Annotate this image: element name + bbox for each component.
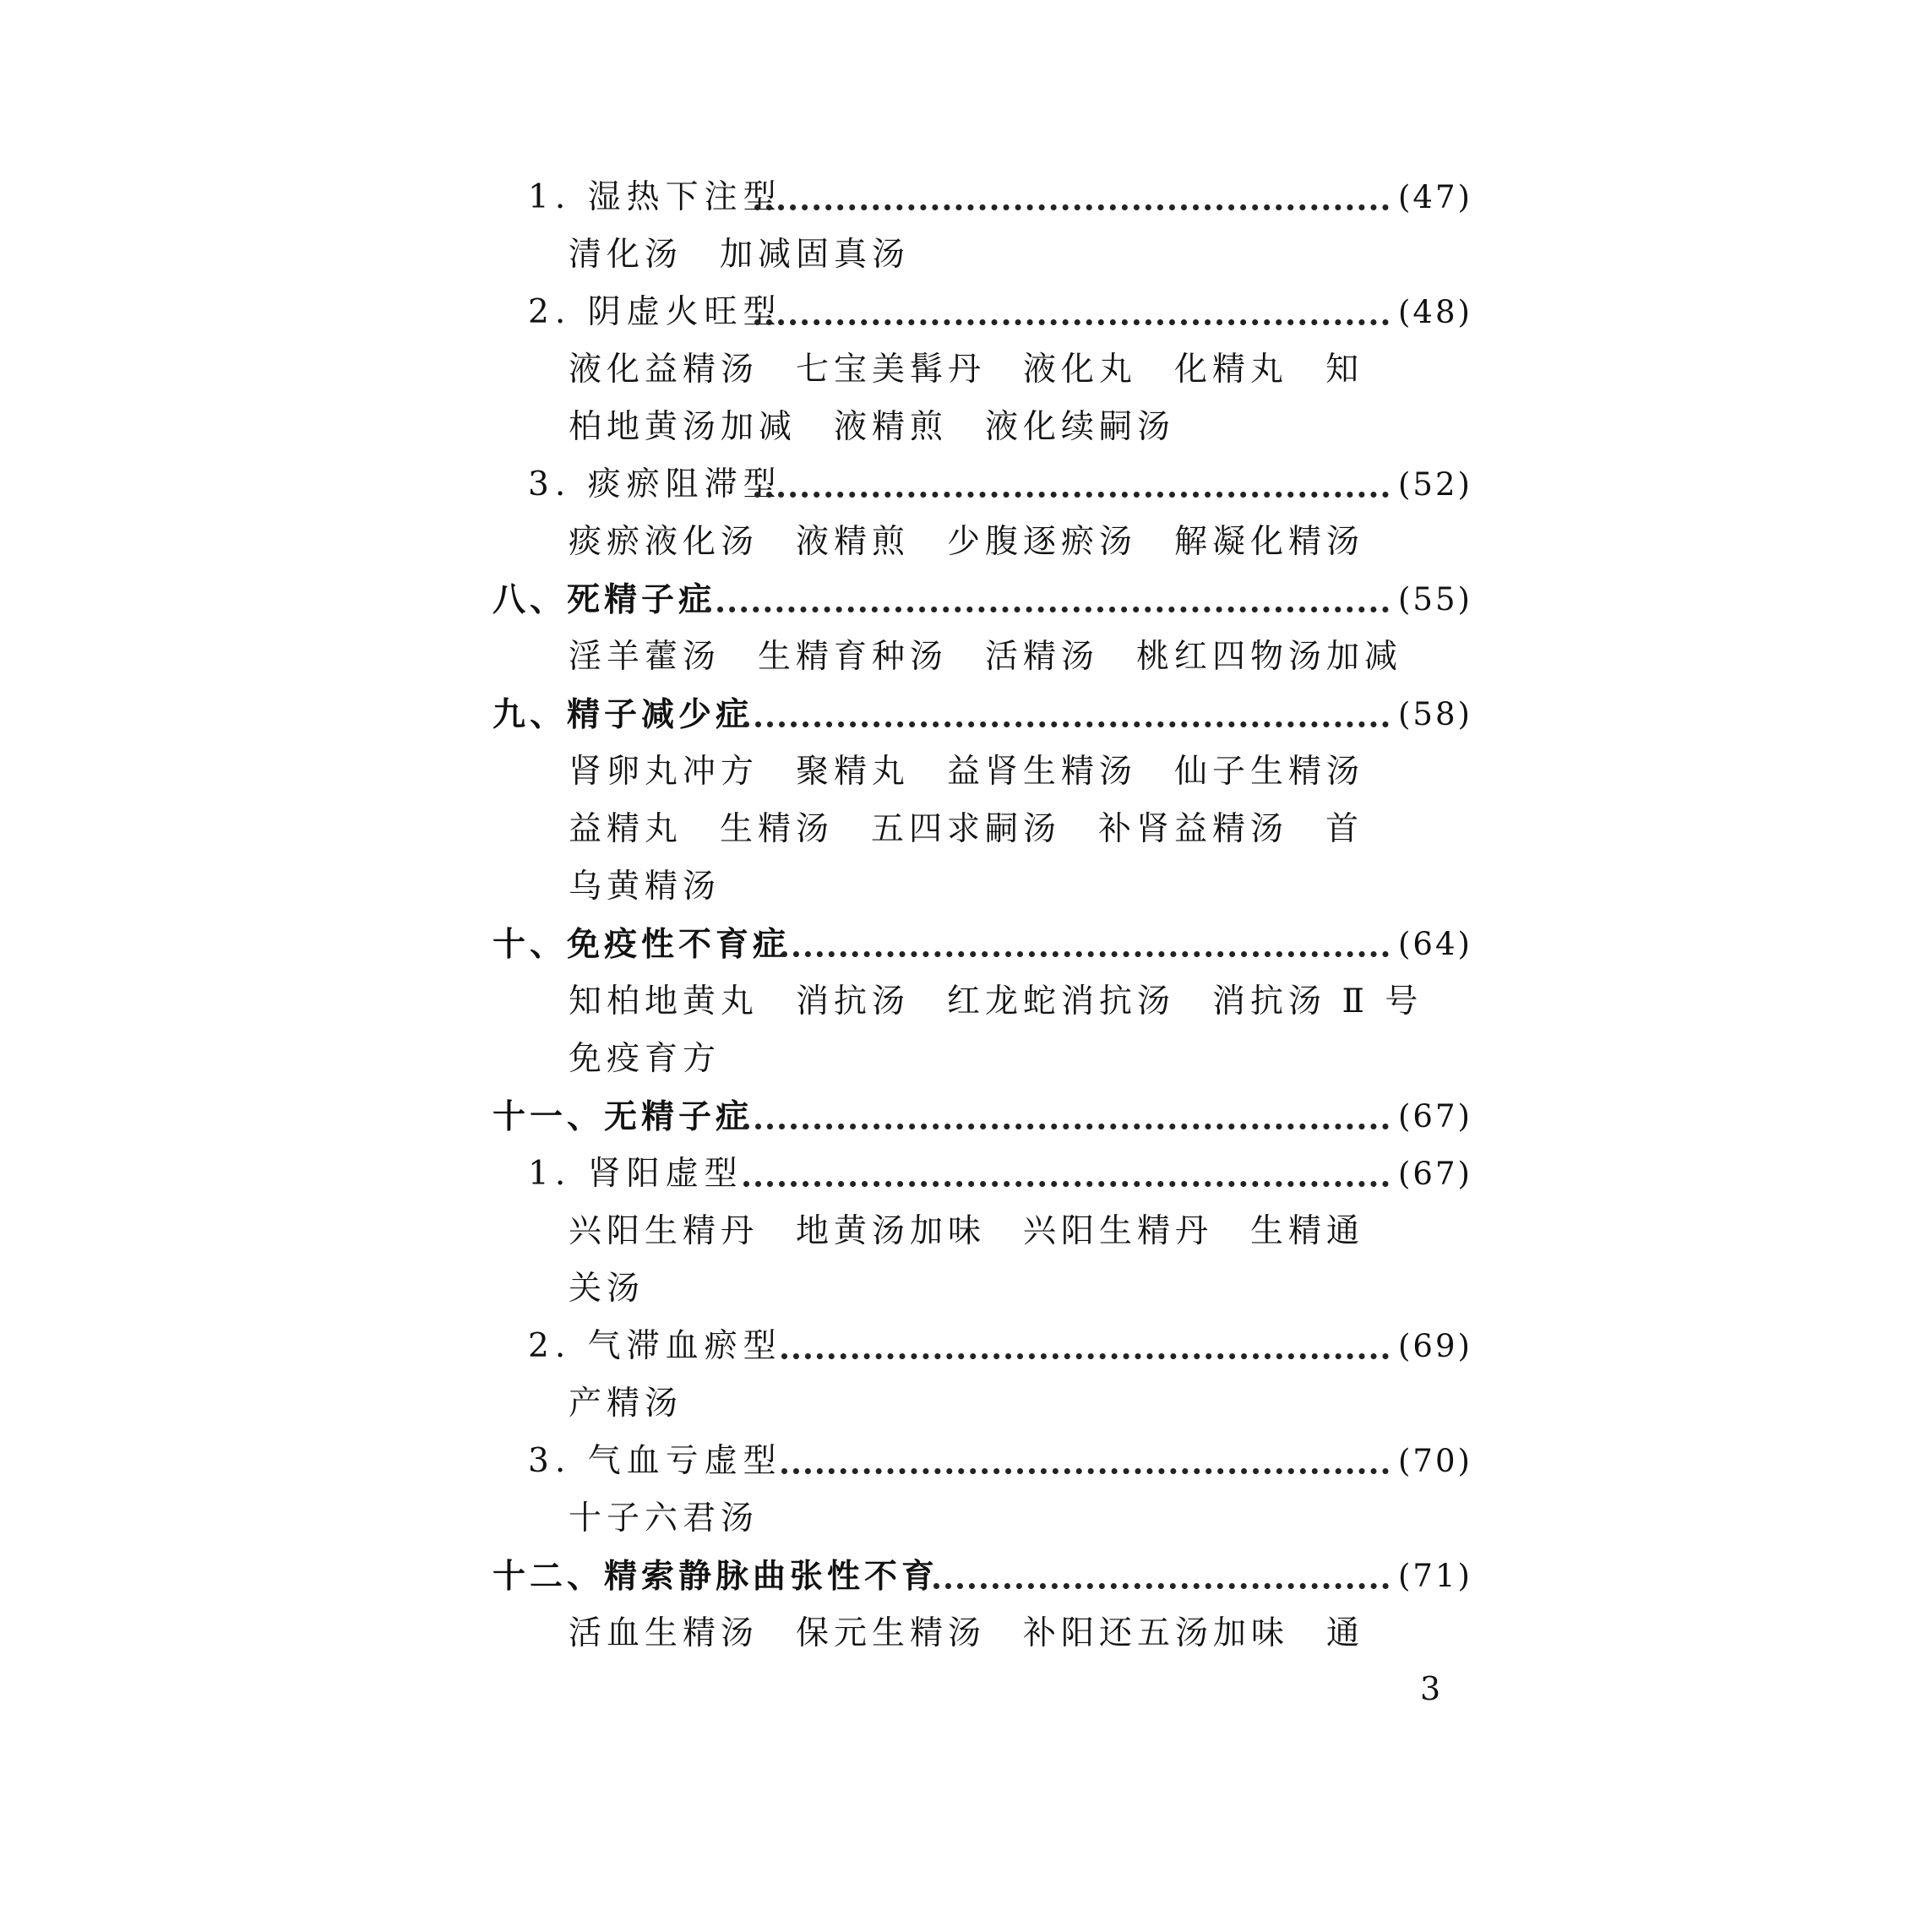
toc-entry-page: (67)	[1398, 1156, 1472, 1192]
formula-line	[569, 341, 1401, 399]
formula: 化精丸	[1174, 351, 1289, 389]
formula: 液精煎	[834, 408, 949, 446]
toc-entry-title: 1. 湿热下注型	[528, 178, 782, 216]
toc-entry-page: (69)	[1398, 1328, 1472, 1364]
toc-entry	[0, 916, 1932, 973]
toc-entry-page: (71)	[1398, 1558, 1472, 1594]
toc-entry-page: (47)	[1398, 179, 1472, 215]
dot-leader	[754, 319, 1389, 325]
toc-entry	[0, 1088, 1932, 1146]
formula-line	[569, 399, 1212, 456]
toc-entry	[0, 571, 1932, 629]
formula: 知柏地黄丸	[569, 982, 759, 1020]
formula: 地黄汤加味	[796, 1212, 987, 1250]
formula: 清化汤	[569, 236, 683, 274]
toc-entry-title: 九、精子减少症	[493, 695, 754, 734]
formula: 补阳还五汤加味	[1023, 1614, 1290, 1652]
formula: 解凝化精汤	[1174, 523, 1365, 561]
formula: 加减固真汤	[720, 236, 911, 274]
formula-line	[569, 1375, 720, 1433]
formula: 益精丸	[569, 810, 683, 848]
toc-entry	[0, 284, 1932, 341]
toc-entry-title: 3. 气血亏虚型	[528, 1442, 782, 1480]
formula: 五四求嗣汤	[871, 810, 1062, 848]
toc-entry-title: 2. 气滞血瘀型	[528, 1327, 782, 1365]
formula: 淫羊藿汤	[569, 638, 721, 676]
toc-entry-title: 十、免疫性不育症	[493, 925, 791, 964]
toc-entry-title: 1. 肾阳虚型	[528, 1155, 743, 1193]
formula: 肾卵丸冲方	[569, 753, 759, 791]
toc-entry	[0, 1146, 1932, 1203]
toc-entry-title: 3. 痰瘀阻滞型	[528, 465, 782, 503]
toc-entry	[0, 1548, 1932, 1605]
toc-entry-page: (52)	[1398, 466, 1472, 503]
toc-entry-title: 2. 阴虚火旺型	[528, 293, 782, 331]
dot-leader	[781, 1353, 1389, 1359]
dot-leader	[754, 492, 1389, 498]
formula-line	[569, 1605, 1401, 1663]
formula: 液精煎	[796, 523, 911, 561]
toc-entry-page: (58)	[1398, 696, 1472, 732]
formula: 兴阳生精丹	[569, 1212, 759, 1250]
formula-line	[569, 1031, 758, 1088]
formula: 兴阳生精丹	[1023, 1212, 1214, 1250]
formula-line	[569, 226, 947, 284]
toc-entry	[0, 1433, 1932, 1490]
formula: 乌黄精汤	[569, 868, 721, 906]
dot-leader	[754, 204, 1389, 210]
formula: 柏地黄汤加减	[569, 408, 797, 446]
toc-entry-page: (67)	[1398, 1098, 1472, 1135]
dot-leader	[781, 1468, 1389, 1474]
formula-line	[569, 743, 1401, 801]
toc-entry-title: 八、死精子症	[493, 580, 716, 619]
formula: 补肾益精汤	[1098, 810, 1289, 848]
formula: 关汤	[569, 1270, 645, 1308]
formula-line	[569, 801, 1401, 858]
dot-leader	[743, 721, 1389, 727]
formula: 免疫育方	[569, 1040, 721, 1078]
dot-leader	[781, 951, 1389, 957]
formula-line	[569, 1203, 1401, 1260]
formula-line	[569, 858, 758, 916]
toc-entry-title: 十一、无精子症	[493, 1097, 754, 1136]
formula: 液化丸	[1023, 351, 1138, 389]
toc-entry-page: (55)	[1398, 581, 1472, 618]
formula: 消抗汤 Ⅱ 号	[1212, 982, 1423, 1020]
formula: 桃红四物汤加减	[1136, 638, 1403, 676]
formula: 聚精丸	[796, 753, 911, 791]
page-number: 3	[1420, 1670, 1441, 1707]
formula-line	[569, 514, 1401, 571]
formula: 生精育种汤	[758, 638, 949, 676]
formula: 生精通	[1250, 1212, 1365, 1250]
dot-leader	[743, 1181, 1389, 1187]
formula: 消抗汤	[796, 982, 911, 1020]
formula: 知	[1325, 351, 1364, 389]
formula-line	[569, 629, 1439, 686]
formula: 七宝美髯丹	[796, 351, 987, 389]
formula: 少腹逐瘀汤	[947, 523, 1138, 561]
formula: 首	[1325, 810, 1364, 848]
formula: 痰瘀液化汤	[569, 523, 759, 561]
formula: 十子六君汤	[569, 1499, 759, 1537]
toc-entry	[0, 169, 1932, 226]
formula: 液化续嗣汤	[985, 408, 1176, 446]
formula: 活血生精汤	[569, 1614, 759, 1652]
toc-entry-page: (48)	[1398, 294, 1472, 330]
formula: 生精汤	[720, 810, 835, 848]
toc-entry-page: (70)	[1398, 1443, 1472, 1479]
formula: 保元生精汤	[796, 1614, 987, 1652]
formula: 仙子生精汤	[1174, 753, 1365, 791]
formula: 红龙蛇消抗汤	[947, 982, 1176, 1020]
formula-line	[569, 973, 1460, 1031]
toc-entry	[0, 456, 1932, 514]
formula: 产精汤	[569, 1385, 683, 1423]
formula: 通	[1326, 1614, 1365, 1652]
formula-line	[569, 1260, 682, 1318]
toc-entry-page: (64)	[1398, 926, 1472, 962]
toc-entry	[0, 1318, 1932, 1375]
dot-leader	[933, 1583, 1389, 1589]
formula: 液化益精汤	[569, 351, 759, 389]
formula: 益肾生精汤	[947, 753, 1138, 791]
dot-leader	[743, 1124, 1389, 1129]
formula-line	[569, 1490, 796, 1548]
toc-entry-title: 十二、精索静脉曲张性不育	[493, 1557, 939, 1596]
toc-entry	[0, 686, 1932, 743]
formula: 活精汤	[985, 638, 1100, 676]
dot-leader	[705, 607, 1389, 612]
